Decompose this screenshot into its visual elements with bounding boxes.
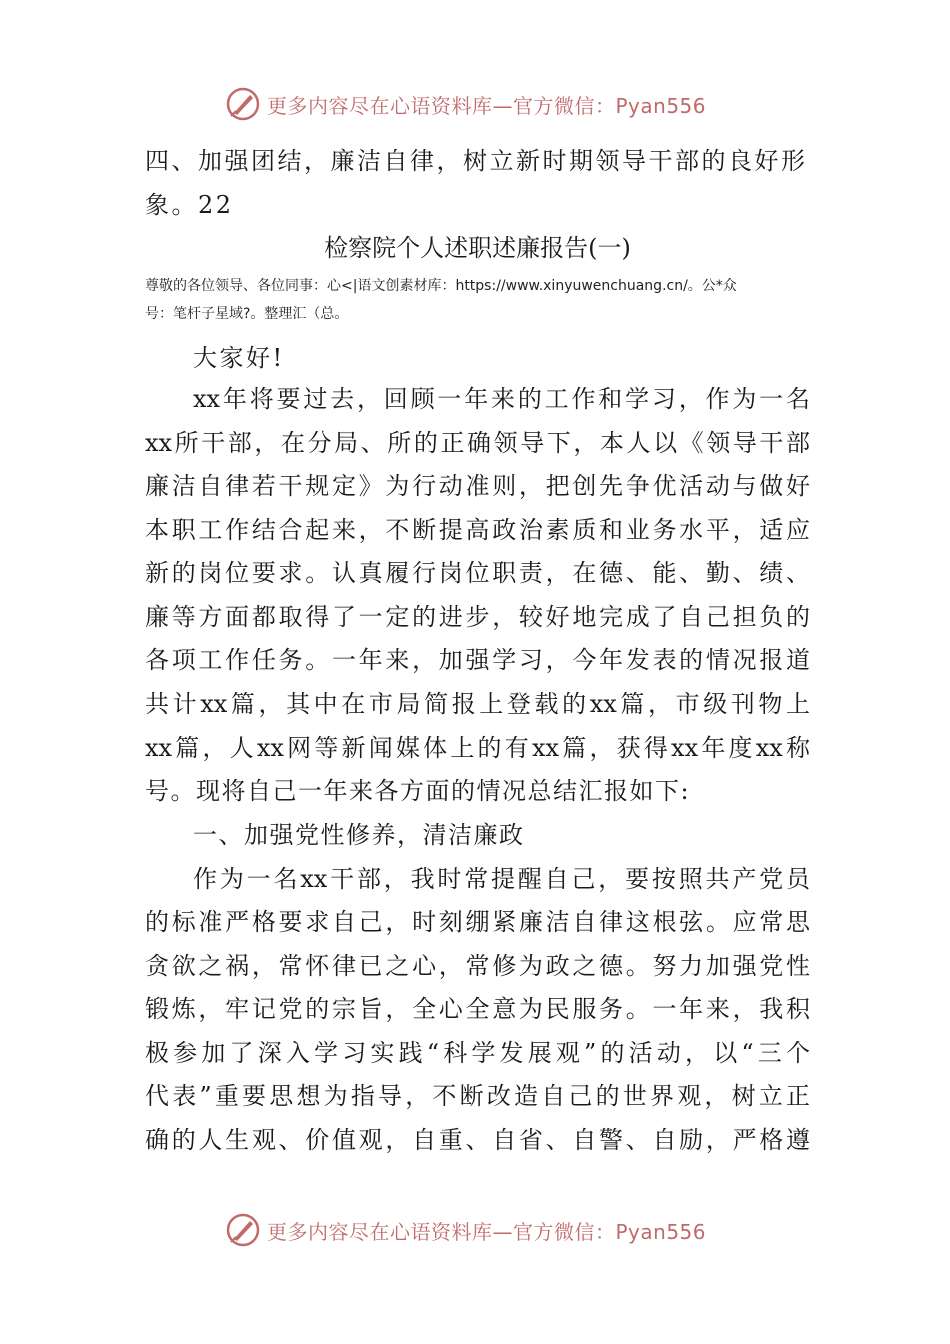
para1-line: 各项工作任务。一年来，加强学习，今年发表的情况报道 <box>145 646 810 674</box>
source-note-line-1: 尊敬的各位领导、各位同事：心<|语文创素材库：https://www.xinyuwenchuang.cn/。公*众 <box>145 278 737 294</box>
intro-line-1: 四、加强团结，廉洁自律，树立新时期领导干部的良好形 <box>145 147 808 175</box>
para2-line: 确的人生观、价值观，自重、自省、自警、自励，严格遵 <box>145 1126 810 1154</box>
para2-line: 极参加了深入学习实践“科学发展观”的活动，以“三个 <box>145 1039 810 1067</box>
footer-banner <box>225 1210 745 1250</box>
header-banner <box>225 84 745 124</box>
para1-line: 共计xx篇，其中在市局简报上登载的xx篇，市级刊物上 <box>145 690 810 718</box>
para1-line: xx年将要过去，回顾一年来的工作和学习，作为一名 <box>193 385 810 413</box>
source-note-line-2: 号：笔杆子星域?。整理汇（总。 <box>145 306 349 322</box>
banner-text: 更多内容尽在心语资料库—官方微信：Pyan556 <box>267 93 707 118</box>
para1-line: 廉等方面都取得了一定的进步，较好地完成了自己担负的 <box>145 603 810 631</box>
para2-line: 贪欲之祸，常怀律已之心，常修为政之德。努力加强党性 <box>145 952 810 980</box>
page-title: 检察院个人述职述廉报告(一) <box>324 234 631 262</box>
para2-line: 的标准严格要求自己，时刻绷紧廉洁自律这根弦。应常思 <box>145 908 810 936</box>
para1-line: 号。现将自己一年来各方面的情况总结汇报如下: <box>145 777 691 805</box>
para2-line: 作为一名xx干部，我时常提醒自己，要按照共产党员 <box>193 865 810 893</box>
quill-pen-icon <box>225 86 261 122</box>
para2-line: 代表”重要思想为指导，不断改造自己的世界观，树立正 <box>145 1082 810 1110</box>
banner-text: 更多内容尽在心语资料库—官方微信：Pyan556 <box>267 1219 707 1244</box>
para1-line: xx篇，人xx网等新闻媒体上的有xx篇，获得xx年度xx称 <box>145 734 810 762</box>
para2-line: 锻炼，牢记党的宗旨，全心全意为民服务。一年来，我积 <box>145 995 810 1023</box>
para1-line: 廉洁自律若干规定》为行动准则，把创先争优活动与做好 <box>145 472 810 500</box>
para1-line: xx所干部，在分局、所的正确领导下，本人以《领导干部 <box>145 429 810 457</box>
para1-line: 本职工作结合起来，不断提高政治素质和业务水平，适应 <box>145 516 810 544</box>
quill-pen-icon <box>225 1212 261 1248</box>
greeting: 大家好! <box>193 344 285 372</box>
para1-line: 新的岗位要求。认真履行岗位职责，在德、能、勤、绩、 <box>145 559 810 587</box>
section-heading: 一、加强党性修养，清洁廉政 <box>193 821 525 849</box>
intro-line-2: 象。22 <box>145 191 234 219</box>
